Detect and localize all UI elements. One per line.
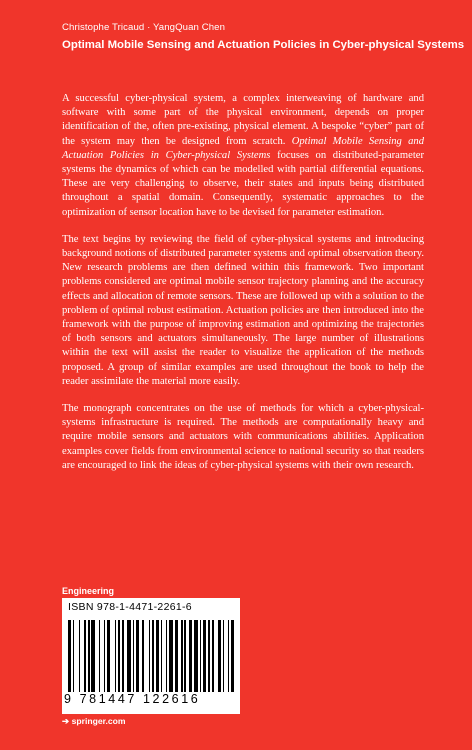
barcode-bar	[127, 620, 131, 692]
barcode-bar	[223, 620, 224, 692]
barcode-bar	[79, 620, 80, 692]
isbn-label: ISBN 978-1-4471-2261-6	[68, 601, 192, 613]
barcode-bar	[99, 620, 100, 692]
barcode-bar	[175, 620, 178, 692]
barcode-bar	[133, 620, 134, 692]
barcode-bar	[149, 620, 150, 692]
barcode-bar	[91, 620, 95, 692]
blurb-paragraph-1	[62, 92, 424, 220]
barcode-bar	[208, 620, 211, 692]
barcode-bar	[152, 620, 155, 692]
blurb-paragraph-1-start: A successful cyber-physical system, a complex interweaving of hardware and software with some part of the physical environment, depends on proper identification of the, often pre-existing, physical element. A bespoke “cyber” part of the system may then be designed from scratch.	[62, 93, 424, 147]
blurb-book-title: Optimal Mobile Sensing and Actuation Policies in Cyber-physical Systems	[62, 135, 424, 161]
blurb-paragraph-2: The text begins by reviewing the field of cyber-physical systems and introducing background notions of distributed parameter systems and optimal observation theory. New research problems are then defined within this framework. Two important problems considered are optimal mobile sensor trajectory planning and the accuracy effects and allocation of remote sensors. These are followed up with a solution to the problem of optimal robust estimation. Actuation policies are then introduced into the framework with the purpose of improving estimation and optimizing the trajectories of both sensors and actuators simultaneously. The large number of illustrations within the text will assist the reader to visualize the application of the methods proposed. A group of similar examples are used throughout the book to help the reader assimilate the material more easily.	[62, 233, 424, 387]
website-label: springer.com	[71, 716, 126, 726]
blurb	[62, 92, 424, 486]
barcode-bar	[200, 620, 201, 692]
barcode-bar	[107, 620, 110, 692]
barcode-bar	[122, 620, 123, 692]
barcode-bar	[203, 620, 206, 692]
barcode-bar	[218, 620, 221, 692]
barcode-bar	[184, 620, 185, 692]
barcode-bar	[156, 620, 159, 692]
blurb-paragraph-3: The monograph concentrates on the use of methods for which a cyber-physical-systems infrastructure is required. The methods are computationally heavy and require mobile sensors and actuators with communications abilities. Application examples cover fields from environmental science to national security so that readers are encouraged to link the ideas of cyber-physical systems with their own research.	[62, 403, 424, 471]
barcode-bar	[169, 620, 173, 692]
cover-header	[62, 22, 465, 51]
publisher-website	[62, 716, 126, 727]
barcode-bar	[212, 620, 213, 692]
barcode-bar	[194, 620, 198, 692]
barcode-bar	[161, 620, 162, 692]
barcode-bar	[73, 620, 74, 692]
barcode-bars	[68, 620, 234, 692]
barcode-bar	[166, 620, 167, 692]
barcode-bar	[68, 620, 71, 692]
barcode-bar	[104, 620, 105, 692]
authors: Christophe Tricaud · YangQuan Chen	[62, 22, 226, 33]
barcode-bar	[84, 620, 87, 692]
barcode-bar	[142, 620, 143, 692]
arrow-right-icon: ➔	[62, 716, 72, 726]
barcode-bar	[88, 620, 89, 692]
book-title: Optimal Mobile Sensing and Actuation Policies in Cyber-physical Systems	[62, 39, 465, 51]
blurb-paragraph-1-end: focuses on distributed-parameter systems the dynamics of which can be modelled with partial differential equations. These are very challenging to observe, their states and inputs being distributed throughout a spatial domain. Consequently, systematic approaches to the optimization of sensor location have to be devised for parameter estimation.	[62, 149, 424, 218]
barcode-bar	[136, 620, 139, 692]
barcode-bar	[115, 620, 116, 692]
isbn-barcode	[62, 598, 240, 714]
barcode-bar	[118, 620, 121, 692]
barcode-bar	[189, 620, 192, 692]
barcode-digits: 9 781447 122616	[64, 692, 201, 706]
barcode-bar	[231, 620, 234, 692]
barcode-bar	[181, 620, 182, 692]
barcode-bar	[228, 620, 229, 692]
subject-label: Engineering	[62, 586, 115, 596]
